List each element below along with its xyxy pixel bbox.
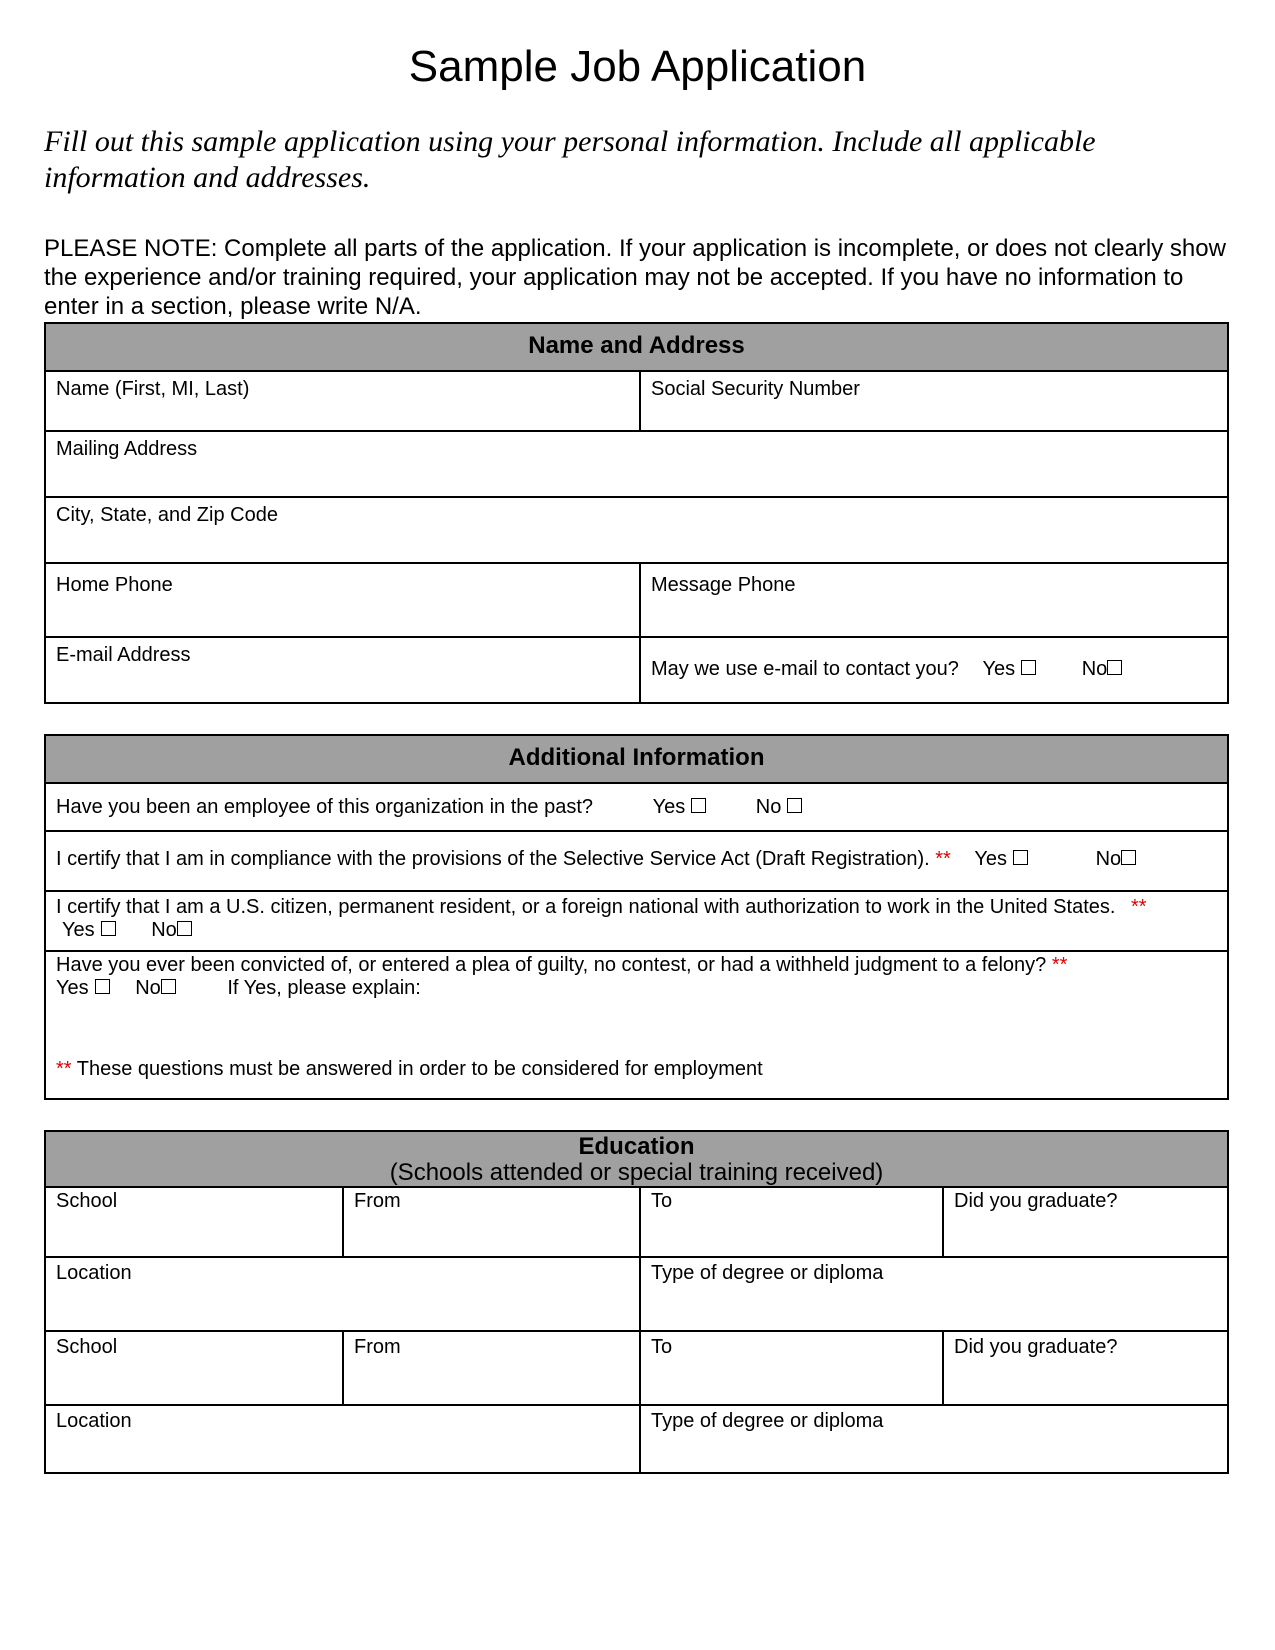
prior-employee-yes-checkbox[interactable] [691, 798, 706, 813]
education-section [44, 1130, 1229, 1474]
selective-service-question [46, 832, 1227, 890]
prior-employee-no-label: No [755, 796, 782, 818]
ssn-field[interactable] [639, 372, 1227, 430]
location-1-label: Location [56, 1262, 132, 1284]
selective-service-no-checkbox[interactable] [1121, 850, 1136, 865]
ssn-label: Social Security Number [651, 378, 860, 400]
name-label: Name (First, MI, Last) [56, 378, 250, 400]
prior-employee-question [46, 784, 1227, 830]
city-state-zip-label: City, State, and Zip Code [56, 504, 278, 526]
city-state-zip-field[interactable] [46, 498, 1227, 562]
footnote-text: These questions must be answered in order to be considered for employment [76, 1058, 763, 1080]
location-1-field[interactable] [46, 1258, 639, 1330]
home-phone-field[interactable] [46, 564, 639, 636]
location-2-field[interactable] [46, 1406, 639, 1472]
selective-service-yes-label: Yes [974, 848, 1008, 870]
education-heading: Education [578, 1133, 695, 1160]
home-phone-label: Home Phone [56, 574, 173, 596]
to-2-field[interactable] [639, 1332, 942, 1404]
email-contact-yes-checkbox[interactable] [1021, 660, 1036, 675]
degree-2-label: Type of degree or diploma [651, 1410, 884, 1432]
intro-text: Fill out this sample application using your personal information. Include all applicable information and addresses. [44, 125, 1096, 194]
selective-service-yes-checkbox[interactable] [1013, 850, 1028, 865]
message-phone-label: Message Phone [651, 574, 796, 596]
education-heading-block [46, 1132, 1227, 1188]
required-marker: ** [1051, 954, 1068, 976]
from-1-field[interactable] [342, 1188, 639, 1256]
work-authorization-yes-label: Yes [62, 919, 95, 941]
name-address-section [44, 322, 1229, 704]
name-field[interactable] [46, 372, 639, 430]
email-field[interactable] [46, 638, 639, 702]
felony-no-label: No [135, 977, 161, 999]
required-marker: ** [1131, 896, 1147, 918]
from-2-label: From [354, 1336, 401, 1358]
mailing-address-label: Mailing Address [56, 438, 198, 460]
graduate-2-label: Did you graduate? [954, 1336, 1118, 1358]
felony-yes-checkbox[interactable] [95, 979, 110, 994]
education-subheading: (Schools attended or special training received) [389, 1159, 884, 1186]
name-address-heading: Name and Address [46, 324, 1227, 372]
email-contact-label: May we use e-mail to contact you? [651, 658, 959, 680]
additional-info-heading: Additional Information [46, 736, 1227, 784]
footnote-marker: ** [56, 1058, 72, 1080]
email-contact-no-checkbox[interactable] [1107, 660, 1122, 675]
school-2-field[interactable] [46, 1332, 342, 1404]
to-1-label: To [651, 1190, 673, 1212]
message-phone-field[interactable] [639, 564, 1227, 636]
degree-1-label: Type of degree or diploma [651, 1262, 884, 1284]
prior-employee-no-checkbox[interactable] [787, 798, 802, 813]
graduate-2-field[interactable] [942, 1332, 1227, 1404]
felony-explain-label: If Yes, please explain: [227, 977, 421, 999]
school-1-field[interactable] [46, 1188, 342, 1256]
required-footnote [56, 1058, 1217, 1080]
felony-explain-field[interactable] [56, 1000, 1217, 1058]
location-2-label: Location [56, 1410, 132, 1432]
email-contact-yes-label: Yes [982, 658, 1016, 680]
work-authorization-yes-checkbox[interactable] [101, 921, 116, 936]
school-2-label: School [56, 1336, 118, 1358]
from-1-label: From [354, 1190, 401, 1212]
degree-1-field[interactable] [639, 1258, 1227, 1330]
please-note-text: PLEASE NOTE: Complete all parts of the application. If your application is incomplete, or does not clearly show the experience and/or training required, your application may not be accepted. If you have no information to enter in a section, please write N/A. [44, 235, 1226, 320]
from-2-field[interactable] [342, 1332, 639, 1404]
degree-2-field[interactable] [639, 1406, 1227, 1472]
mailing-address-field[interactable] [46, 432, 1227, 496]
felony-question [46, 952, 1227, 1098]
work-authorization-question [46, 892, 1227, 950]
felony-yes-label: Yes [56, 977, 89, 999]
work-authorization-no-checkbox[interactable] [177, 921, 192, 936]
page-title: Sample Job Application [408, 42, 867, 91]
graduate-1-field[interactable] [942, 1188, 1227, 1256]
to-2-label: To [651, 1336, 673, 1358]
prior-employee-yes-label: Yes [652, 796, 686, 818]
prior-employee-label: Have you been an employee of this organization in the past? [56, 796, 594, 818]
felony-no-checkbox[interactable] [161, 979, 176, 994]
email-label: E-mail Address [56, 644, 191, 666]
email-contact-no-label: No [1081, 658, 1108, 680]
additional-info-section [44, 734, 1229, 1100]
felony-label: Have you ever been convicted of, or entered a plea of guilty, no contest, or had a withheld judgment to a felony? [56, 954, 1047, 976]
work-authorization-no-label: No [151, 919, 177, 941]
email-contact-question [639, 638, 1227, 702]
graduate-1-label: Did you graduate? [954, 1190, 1118, 1212]
work-authorization-label: I certify that I am a U.S. citizen, permanent resident, or a foreign national with authorization to work in the United States. [56, 896, 1116, 918]
required-marker: ** [935, 848, 951, 870]
to-1-field[interactable] [639, 1188, 942, 1256]
selective-service-no-label: No [1095, 848, 1122, 870]
school-1-label: School [56, 1190, 118, 1212]
selective-service-label: I certify that I am in compliance with the provisions of the Selective Service Act (Draft Registration). [56, 848, 930, 870]
